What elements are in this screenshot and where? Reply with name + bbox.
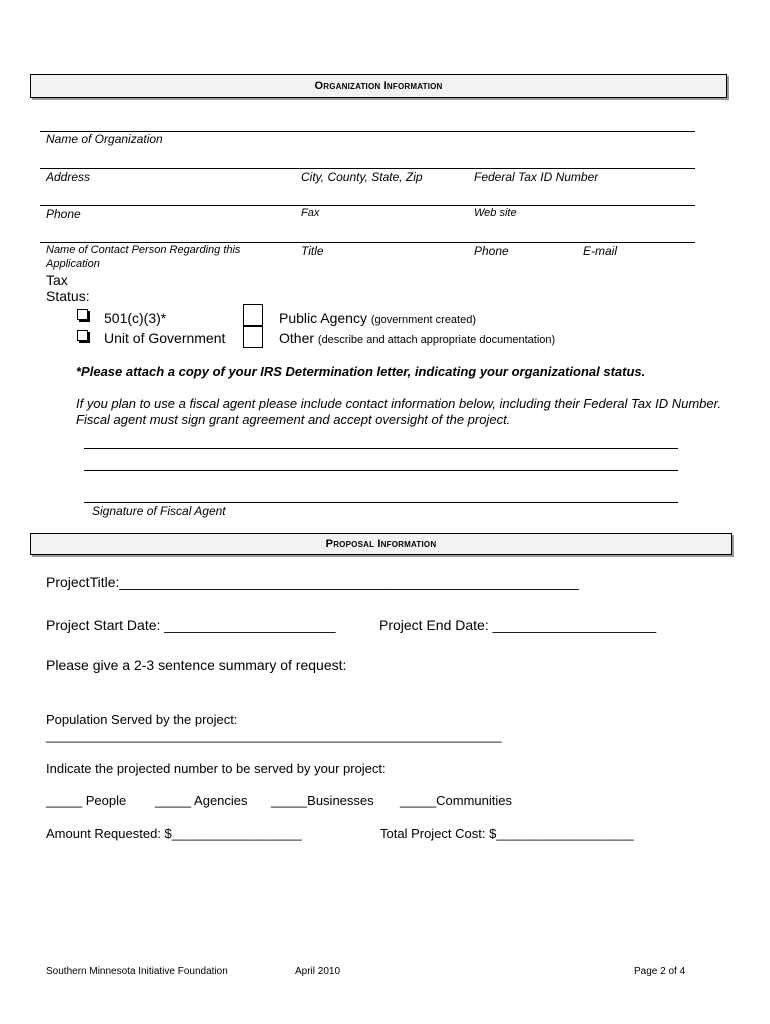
fiscal-line-2 [84,470,678,471]
signature-label: Signature of Fiscal Agent [92,504,226,518]
communities-field[interactable]: _____Communities [400,793,513,808]
amount-requested-field[interactable]: Amount Requested: $__________________ [46,826,302,841]
checkbox-other[interactable] [243,326,263,348]
contact-phone-label: Phone [474,244,509,258]
option-other-label: Other [279,330,315,346]
project-title-field[interactable]: ProjectTitle:___________________________________________________________ [46,574,579,590]
contact-label: Name of Contact Person Regarding this Application [46,244,241,270]
option-501c3-label: 501(c)(3)* [104,310,167,326]
agencies-field[interactable]: _____ Agencies [155,793,248,808]
checkbox-unit-of-government[interactable] [77,330,88,341]
phone-line [40,205,695,206]
projected-number-label: Indicate the projected number to be served by your project: [46,761,386,776]
org-section-title: Organization Information [314,80,443,92]
footer-date: April 2010 [295,966,341,977]
option-other [279,330,555,346]
title-label: Title [301,244,324,258]
footer-page-number: Page 2 of 4 [634,966,686,977]
org-section-header [30,74,727,98]
email-label: E-mail [583,244,618,258]
checkbox-501c3[interactable] [77,309,88,320]
total-project-cost-field[interactable]: Total Project Cost: $___________________ [380,826,634,841]
summary-prompt: Please give a 2-3 sentence summary of request: [46,657,347,673]
businesses-field[interactable]: _____Businesses [271,793,374,808]
option-other-note: (describe and attach appropriate documentation) [317,334,556,346]
project-end-date-field[interactable]: Project End Date: _____________________ [379,617,657,633]
project-start-date-field[interactable]: Project Start Date: ______________________ [46,617,336,633]
phone-label: Phone [46,207,81,221]
footer-organization: Southern Minnesota Initiative Foundation [46,966,228,977]
option-public-agency [279,310,476,326]
proposal-section-title: Proposal Information [325,538,437,550]
population-line[interactable]: _______________________________________________________________ [46,728,502,743]
checkbox-public-agency[interactable] [243,304,263,326]
population-label: Population Served by the project: [46,712,238,727]
proposal-section-header [30,533,732,555]
option-public-agency-label: Public Agency [279,310,367,326]
org-name-label: Name of Organization [46,132,163,146]
people-field[interactable]: _____ People [46,793,127,808]
fiscal-line-1 [84,448,678,449]
city-label: City, County, State, Zip [301,170,423,184]
tax-status-label: Tax Status: [46,272,90,304]
fiscal-signature-line [84,502,678,503]
irs-note: *Please attach a copy of your IRS Determination letter, indicating your organizational status. [76,364,646,379]
fiscal-agent-note: If you plan to use a fiscal agent please include contact information below, including their Federal Tax ID Number. Fiscal agent must sign grant agreement and accept oversight of the project. [76,396,722,427]
address-line [40,168,695,169]
fax-label: Fax [301,207,320,219]
address-label: Address [46,170,91,184]
option-public-agency-note: (government created) [370,314,477,326]
option-unit-of-government-label: Unit of Government [104,330,226,346]
website-label: Web site [474,207,517,219]
tax-id-label: Federal Tax ID Number [474,170,599,184]
